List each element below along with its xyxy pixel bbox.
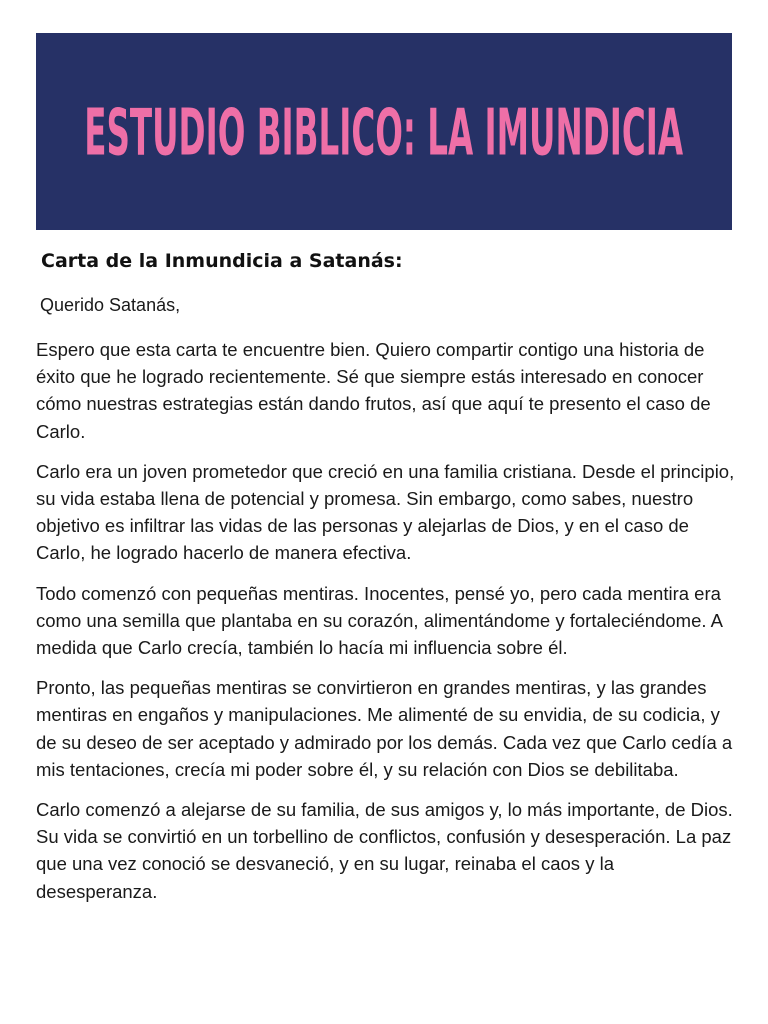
title-banner bbox=[36, 33, 732, 230]
paragraph-3: Todo comenzó con pequeñas mentiras. Inocentes, pensé yo, pero cada mentira era como una semilla que plantaba en su corazón, alimentándome y fortaleciéndome. A medida que Carlo crecía, también lo hacía mi influencia sobre él. bbox=[36, 582, 722, 659]
letter-greeting: Querido Satanás, bbox=[40, 295, 181, 315]
paragraph-5: Carlo comenzó a alejarse de su familia, de sus amigos y, lo más importante, de Dios. Su vida se convirtió en un torbellino de conflictos, confusión y desesperación. La paz que una vez conoció se desvaneció, y en su lugar, reinaba el caos y la desesperanza. bbox=[36, 799, 733, 902]
paragraph-2: Carlo era un joven prometedor que creció en una familia cristiana. Desde el principio, su vida estaba llena de potencial y promesa. Sin embargo, como sabes, nuestro objetivo es infiltrar las vidas de las personas y alejarlas de Dios, y en el caso de Carlo, he logrado hacerlo de manera efectiva. bbox=[36, 460, 735, 564]
page-title: ESTUDIO BIBLICO: LA IMUNDICIA bbox=[84, 96, 684, 171]
paragraph-4: Pronto, las pequeñas mentiras se convirtieron en grandes mentiras, y las grandes mentiras en engaños y manipulaciones. Me alimenté de su envidia, de su codicia, y de su deseo de ser aceptado y admirado por los demás. Cada vez que Carlo cedía a mis tentaciones, crecía mi poder sobre él, y su relación con Dios se debilitaba. bbox=[36, 677, 733, 780]
letter-heading: Carta de la Inmundicia a Satanás: bbox=[41, 250, 403, 272]
letter-body bbox=[36, 336, 736, 918]
paragraph-1: Espero que esta carta te encuentre bien. Quiero compartir contigo una historia de éxito que he logrado recientemente. Sé que siempre estás interesado en conocer cómo nuestras estrategias están dando frutos, así que aquí te presento el caso de Carlo. bbox=[36, 339, 711, 442]
